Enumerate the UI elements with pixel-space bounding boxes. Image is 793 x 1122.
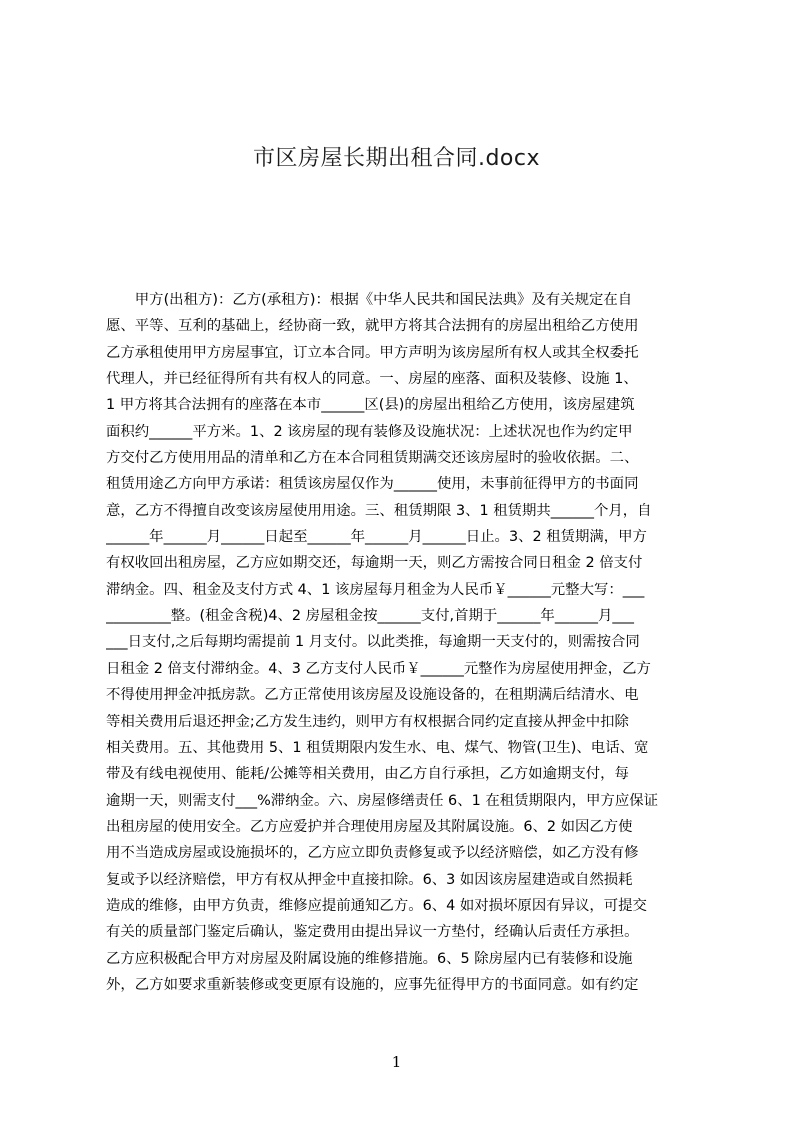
body-line: 乙方应积极配合甲方对房屋及附属设施的维修措施。6、5 除房屋内已有装修和设施: [106, 950, 633, 967]
body-line: 用不当造成房屋或设施损坏的，乙方应立即负责修复或予以经济赔偿，如乙方没有修: [106, 845, 639, 862]
body-line: 方交付乙方使用用品的清单和乙方在本合同租赁期满交还该房屋时的验收依据。二、: [106, 450, 639, 467]
body-line: 乙方承租使用甲方房屋事宜，订立本合同。甲方声明为该房屋所有权人或其全权委托: [106, 344, 639, 361]
body-line: ___日支付,之后每期均需提前 1 月支付。以此类推，每逾期一天支付的，则需按合同: [106, 634, 640, 651]
body-line: 愿、平等、互利的基础上，经协商一致，就甲方将其合法拥有的房屋出租给乙方使用: [106, 318, 639, 335]
body-line: 意，乙方不得擅自改变该房屋使用用途。三、租赁期限 3、1 租赁期共______个月，自: [106, 502, 652, 519]
body-line: 日租金 2 倍支付滞纳金。4、3 乙方支付人民币￥______元整作为房屋使用押金，乙方: [106, 660, 651, 677]
body-line: 甲方(出租方)：乙方(承租方)：根据《中华人民共和国民法典》及有关规定在自: [106, 292, 633, 308]
body-line: 滞纳金。四、租金及支付方式 4、1 该房屋每月租金为人民币￥______元整大写：___: [106, 581, 645, 598]
body-line: 面积约______平方米。1、2 该房屋的现有装修及设施状况：上述状况也作为约定甲: [106, 423, 633, 440]
body-line: 外，乙方如要求重新装修或变更原有设施的，应事先征得甲方的书面同意。如有约定: [106, 976, 639, 993]
page-number: 1: [391, 1053, 402, 1071]
body-line: 租赁用途乙方向甲方承诺：租赁该房屋仅作为______使用，未事前征得甲方的书面同: [106, 476, 639, 493]
body-line: 复或予以经济赔偿，甲方有权从押金中直接扣除。6、3 如因该房屋建造或自然损耗: [106, 871, 633, 888]
body-line: 等相关费用后退还押金;乙方发生违约，则甲方有权根据合同约定直接从押金中扣除: [106, 713, 629, 730]
body-line: 相关费用。五、其他费用 5、1 租赁期限内发生水、电、煤气、物管(卫生)、电话、宽: [106, 739, 649, 756]
body-line: 代理人，并已经征得所有共有权人的同意。一、房屋的座落、面积及装修、设施 1、: [106, 371, 638, 388]
body-line: 有关的质量部门鉴定后确认，鉴定费用由提出异议一方垫付，经确认后责任方承担。: [106, 924, 639, 941]
body-line: ______年______月______日起至______年______月______日止。3、2 租赁期满，甲方: [106, 529, 647, 546]
body-line: 1 甲方将其合法拥有的座落在本市______区(县)的房屋出租给乙方使用，该房屋建筑: [106, 397, 635, 414]
document-title: 市区房屋长期出租合同.docx: [252, 146, 541, 171]
body-line: 带及有线电视使用、能耗/公摊等相关费用，由乙方自行承担，乙方如逾期支付，每: [106, 766, 629, 783]
body-line: 造成的维修，由甲方负责，维修应提前通知乙方。6、4 如对损坏原因有异议，可提交: [106, 897, 647, 914]
body-line: 逾期一天，则需支付___%滞纳金。六、房屋修缮责任 6、1 在租赁期限内，甲方应保证: [106, 792, 659, 809]
body-line: 有权收回出租房屋，乙方应如期交还，每逾期一天，则乙方需按合同日租金 2 倍支付: [106, 555, 643, 572]
document-body: [106, 287, 698, 1047]
body-line: 出租房屋的使用安全。乙方应爱护并合理使用房屋及其附属设施。6、2 如因乙方使: [106, 818, 633, 835]
body-line: 不得使用押金冲抵房款。乙方正常使用该房屋及设施设备的，在租期满后结清水、电: [106, 687, 639, 704]
body-line: _________整。(租金含税)4、2 房屋租金按______支付,首期于______年______月___: [106, 608, 634, 625]
